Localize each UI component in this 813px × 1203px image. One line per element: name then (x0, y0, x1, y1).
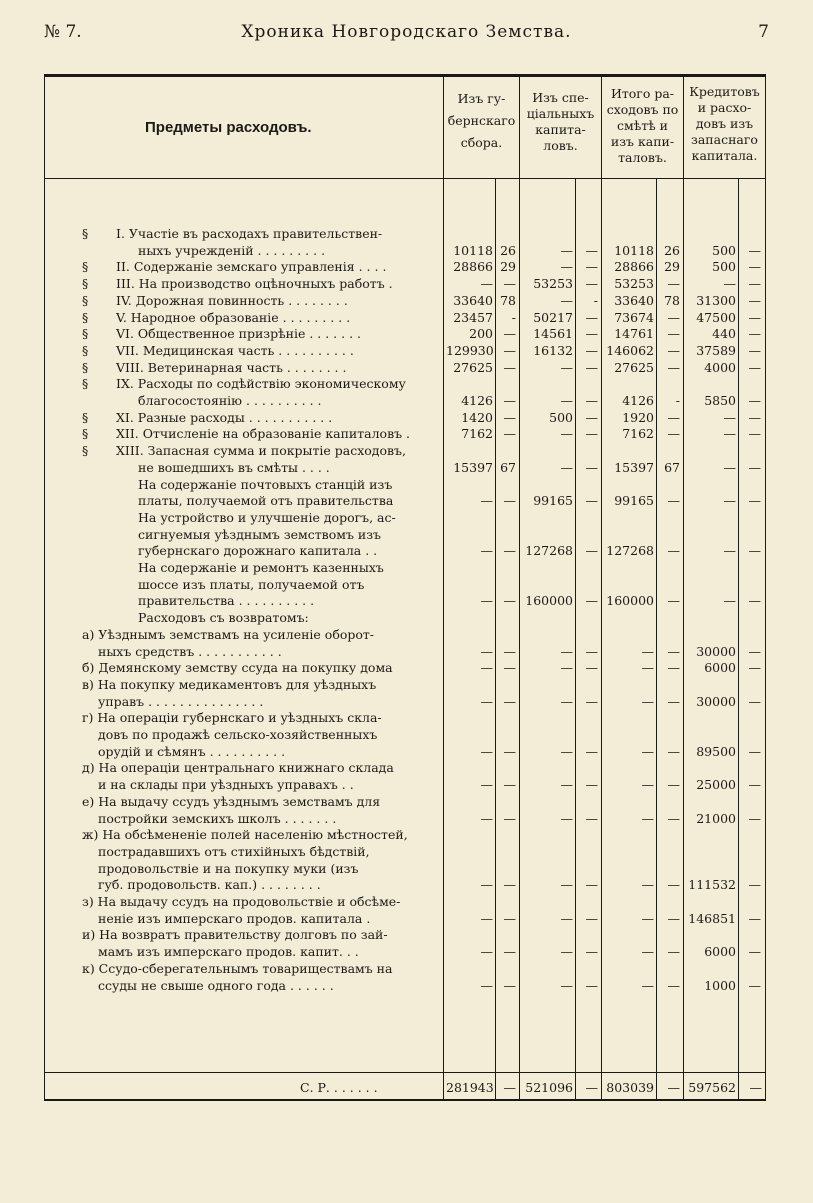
cell-prov-k: — (503, 326, 516, 342)
cell-res: 89500 (696, 743, 736, 759)
section-sign: § (82, 359, 89, 375)
row-label: сигнуемыя уѣзднымъ земствомъ изъ (138, 526, 381, 542)
cell-total-k: — (667, 409, 680, 425)
cell-prov: 33640 (453, 292, 493, 308)
cell-res-k: — (748, 259, 761, 275)
cell-prov: — (480, 543, 493, 559)
cell-res-k: — (748, 910, 761, 926)
cell-total: 14761 (614, 326, 654, 342)
cell-res-k: — (748, 977, 761, 993)
cell-total-k: 67 (664, 459, 680, 475)
row-label: XI. Разные расходы . . . . . . . . . . . (116, 409, 333, 425)
section-sign: § (82, 226, 89, 241)
cell-res-k: — (748, 643, 761, 659)
header-bottom-rule (44, 178, 766, 179)
cell-total-k: — (667, 643, 680, 659)
row-label: IV. Дорожная повинность . . . . . . . . (116, 292, 348, 308)
cell-spec: — (560, 393, 573, 408)
cell-total: 15397 (614, 459, 654, 475)
row-label: VIII. Ветеринарная часть . . . . . . . . (116, 359, 347, 375)
row-label: III. На производство оцѣночныхъ работъ . (116, 276, 393, 292)
column-header-reserve: Кредитовъ и расхо- довъ изъ запаснаго капитала. (689, 84, 760, 163)
cell-prov: 1420 (461, 409, 493, 425)
cell-prov-k: — (503, 977, 516, 993)
cell-spec: 53253 (533, 276, 573, 292)
cell-total-k: 78 (664, 292, 680, 308)
cell-total-k: — (667, 910, 680, 926)
cell-res: 500 (712, 259, 736, 275)
row-label: а) Уѣзднымъ земствамъ на усиленіе оборот- (82, 626, 375, 642)
row-label: е) На выдачу ссудъ уѣзднымъ земствамъ для (82, 793, 381, 809)
section-sign: § (82, 309, 89, 325)
row-label: орудій и сѣмянъ . . . . . . . . . . (98, 743, 286, 759)
cell-spec: — (560, 426, 573, 442)
cell-total-k: — (667, 693, 680, 709)
cell-prov-k: — (503, 342, 516, 358)
cell-prov: 27625 (453, 359, 493, 375)
row-label: На содержаніе почтовыхъ станцій изъ (138, 476, 393, 492)
cell-total-k: 29 (664, 259, 680, 275)
cell-total-k: — (667, 276, 680, 292)
cell-total: — (641, 910, 654, 926)
row-label: XIII. Запасная сумма и покрытіе расходовъ, (116, 443, 406, 459)
cell-prov-k: 29 (500, 259, 516, 275)
cell-prov: — (480, 877, 493, 893)
cell-spec: — (560, 944, 573, 960)
cell-spec: 16132 (533, 342, 573, 358)
total-row (0, 1074, 813, 1098)
total-label: С. Р. . . . . . . (300, 1080, 378, 1095)
cell-prov: — (480, 910, 493, 926)
cell-total: 146062 (606, 342, 654, 358)
row-label: Расходовъ съ возвратомъ: (138, 610, 309, 626)
row-label: V. Народное образованіе . . . . . . . . . (116, 309, 351, 325)
cell-res-k: — (748, 393, 761, 408)
row-label: шоссе изъ платы, получаемой отъ (138, 576, 365, 592)
cell-res-k: — (748, 242, 761, 258)
row-label: к) Ссудо-сберегательнымъ товариществамъ на (82, 960, 393, 976)
cell-prov: 23457 (453, 309, 493, 325)
cell-res-k: — (748, 276, 761, 292)
cell-res: 37589 (696, 342, 736, 358)
cell-total-k: — (667, 944, 680, 960)
cell-total: — (641, 693, 654, 709)
cell-res-k: — (748, 593, 761, 609)
cell-res: 25000 (696, 777, 736, 793)
cell-res-k: — (748, 743, 761, 759)
total-reserve-kop: — (749, 1080, 762, 1095)
cell-total: 99165 (614, 493, 654, 509)
cell-prov-k: 26 (500, 242, 516, 258)
table-row (0, 976, 813, 996)
cell-total-k: — (667, 977, 680, 993)
row-label: платы, получаемой отъ правительства (138, 493, 394, 509)
cell-spec-k: — (585, 910, 598, 926)
cell-prov: — (480, 810, 493, 826)
cell-spec-k: — (585, 459, 598, 475)
row-label: I. Участіе въ расходахъ правительствен- (116, 226, 383, 241)
cell-res: — (723, 276, 736, 292)
total-reserve: 597562 (688, 1080, 736, 1095)
page-number: 7 (758, 22, 769, 42)
row-label: VII. Медицинская часть . . . . . . . . . . (116, 342, 354, 358)
cell-spec-k: — (585, 743, 598, 759)
table-top-rule (44, 74, 766, 77)
cell-total-k: — (667, 359, 680, 375)
cell-spec-k: — (585, 543, 598, 559)
cell-spec: — (560, 810, 573, 826)
cell-res: 1000 (704, 977, 736, 993)
cell-total-k: — (667, 777, 680, 793)
cell-res-k: — (748, 309, 761, 325)
cell-spec-k: — (585, 426, 598, 442)
cell-prov-k: — (503, 426, 516, 442)
row-label: На устройство и улучшеніе дорогъ, ас- (138, 509, 396, 525)
cell-spec-k: - (593, 292, 598, 308)
cell-total: 1920 (622, 409, 654, 425)
cell-spec-k: — (585, 393, 598, 408)
cell-res-k: — (748, 326, 761, 342)
cell-total-k: - (675, 393, 680, 408)
cell-prov-k: — (503, 409, 516, 425)
cell-res: 6000 (704, 944, 736, 960)
cell-res-k: — (748, 693, 761, 709)
row-label: правительства . . . . . . . . . . (138, 593, 315, 609)
cell-res-k: — (748, 426, 761, 442)
cell-total: — (641, 810, 654, 826)
cell-spec: — (560, 693, 573, 709)
cell-prov-k: — (503, 910, 516, 926)
cell-res-k: — (748, 292, 761, 308)
cell-total: — (641, 743, 654, 759)
cell-prov-k: — (503, 944, 516, 960)
row-label: мамъ изъ имперскаго продов. капит. . . (98, 944, 359, 960)
cell-prov: 4126 (461, 393, 493, 408)
cell-total: 10118 (614, 242, 654, 258)
cell-spec: — (560, 777, 573, 793)
cell-spec: — (560, 977, 573, 993)
cell-spec-k: — (585, 977, 598, 993)
cell-prov-k: 67 (500, 459, 516, 475)
cell-res: — (723, 459, 736, 475)
section-sign: § (82, 376, 89, 392)
cell-total: 127268 (606, 543, 654, 559)
cell-spec: — (560, 660, 573, 676)
row-label: б) Демянскому земству ссуда на покупку дома (82, 660, 393, 676)
cell-res: 440 (712, 326, 736, 342)
journal-title: Хроника Новгородскаго Земства. (241, 22, 572, 42)
row-label: губ. продовольств. кап.) . . . . . . . . (98, 877, 321, 893)
cell-total: — (641, 877, 654, 893)
column-header-special: Изъ спе- ціальныхъ капита- ловъ. (526, 90, 595, 153)
cell-spec-k: — (585, 944, 598, 960)
cell-total-k: — (667, 743, 680, 759)
cell-spec-k: — (585, 810, 598, 826)
row-label: XII. Отчисленіе на образованіе капиталовъ . (116, 426, 411, 442)
total-provincial: 281943 (446, 1080, 494, 1095)
cell-spec: — (560, 743, 573, 759)
section-sign: § (82, 292, 89, 308)
cell-prov: 28866 (453, 259, 493, 275)
cell-prov-k: — (503, 543, 516, 559)
cell-prov: — (480, 743, 493, 759)
cell-total-k: — (667, 660, 680, 676)
total-special: 521096 (525, 1080, 573, 1095)
row-label: ж) На обсѣмененіе полей населенію мѣстностей, (82, 827, 408, 843)
cell-prov-k: — (503, 643, 516, 659)
cell-spec-k: — (585, 593, 598, 609)
cell-prov-k: — (503, 493, 516, 509)
row-label: VI. Общественное призрѣніе . . . . . . . (116, 326, 361, 342)
cell-prov: — (480, 643, 493, 659)
cell-spec-k: — (585, 660, 598, 676)
cell-spec: 50217 (533, 309, 573, 325)
cell-total: 160000 (606, 593, 654, 609)
cell-prov-k: — (503, 593, 516, 609)
row-label: управъ . . . . . . . . . . . . . . . (98, 693, 264, 709)
row-label: пострадавшихъ отъ стихійныхъ бѣдствій, (98, 843, 370, 859)
cell-res: 30000 (696, 693, 736, 709)
cell-prov: — (480, 777, 493, 793)
cell-spec-k: — (585, 259, 598, 275)
cell-total: 73674 (614, 309, 654, 325)
row-label: II. Содержаніе земскаго управленія . . . . (116, 259, 387, 275)
column-header-provincial: Изъ гу- бернскаго сбора. (447, 91, 516, 150)
section-sign: § (82, 259, 89, 275)
cell-total: — (641, 643, 654, 659)
cell-res: 111532 (688, 877, 736, 893)
cell-spec-k: — (585, 777, 598, 793)
cell-spec: — (560, 292, 573, 308)
cell-prov-k: — (503, 777, 516, 793)
subject-column-title: Предметы расходовъ. (145, 119, 312, 136)
cell-prov-k: — (503, 877, 516, 893)
cell-total: 53253 (614, 276, 654, 292)
row-label: IX. Расходы по содѣйствію экономическому (116, 376, 406, 392)
cell-spec-k: — (585, 877, 598, 893)
cell-spec-k: — (585, 276, 598, 292)
section-sign: § (82, 409, 89, 425)
row-label: довъ по продажѣ сельско-хозяйственныхъ (98, 727, 378, 742)
cell-spec-k: — (585, 493, 598, 509)
cell-spec: — (560, 877, 573, 893)
section-sign: § (82, 342, 89, 358)
cell-prov-k: — (503, 693, 516, 709)
cell-total: — (641, 777, 654, 793)
cell-res: 6000 (704, 660, 736, 676)
cell-total-k: — (667, 309, 680, 325)
cell-spec: 127268 (525, 543, 573, 559)
cell-res: 4000 (704, 359, 736, 375)
cell-total: 27625 (614, 359, 654, 375)
row-label: благосостоянію . . . . . . . . . . (138, 393, 322, 408)
cell-prov-k: — (503, 359, 516, 375)
cell-res-k: — (748, 777, 761, 793)
table-bottom-rule (44, 1099, 766, 1101)
cell-total-k: — (667, 426, 680, 442)
cell-res: — (723, 543, 736, 559)
row-label: д) На операціи центральнаго книжнаго склада (82, 760, 394, 776)
cell-spec: 14561 (533, 326, 573, 342)
section-sign: § (82, 443, 89, 459)
cell-spec: — (560, 459, 573, 475)
row-label: продовольствіе и на покупку муки (изъ (98, 860, 359, 876)
cell-spec-k: — (585, 359, 598, 375)
cell-spec: 160000 (525, 593, 573, 609)
cell-prov: 200 (469, 326, 493, 342)
cell-total: 28866 (614, 259, 654, 275)
cell-res: 21000 (696, 810, 736, 826)
running-header (44, 22, 769, 48)
total-sum-kop: — (667, 1080, 680, 1095)
row-label: На содержаніе и ремонтъ казенныхъ (138, 560, 384, 575)
cell-prov: — (480, 493, 493, 509)
row-label: и на склады при уѣздныхъ управахъ . . (98, 777, 354, 793)
row-label: постройки земскихъ школъ . . . . . . . (98, 810, 337, 826)
cell-prov-k: — (503, 276, 516, 292)
section-sign: § (82, 276, 89, 292)
row-label: губернскаго дорожнаго капитала . . (138, 543, 378, 559)
cell-res: 5850 (704, 393, 736, 408)
cell-prov: — (480, 977, 493, 993)
cell-total-k: — (667, 342, 680, 358)
cell-total: 4126 (622, 393, 654, 408)
cell-res: 47500 (696, 309, 736, 325)
cell-prov-k: — (503, 810, 516, 826)
cell-prov: 10118 (453, 242, 493, 258)
cell-prov: — (480, 693, 493, 709)
cell-prov: 129930 (446, 342, 494, 358)
cell-prov-k: — (503, 393, 516, 408)
cell-spec: — (560, 910, 573, 926)
cell-res: — (723, 426, 736, 442)
cell-res-k: — (748, 660, 761, 676)
column-header-total: Итого ра- сходовъ по смѣтѣ и изъ капи- таловъ. (606, 86, 679, 165)
cell-total: — (641, 977, 654, 993)
cell-prov-k: — (503, 743, 516, 759)
cell-res-k: — (748, 493, 761, 509)
cell-res-k: — (748, 359, 761, 375)
cell-res-k: — (748, 877, 761, 893)
cell-prov: — (480, 276, 493, 292)
cell-res: — (723, 593, 736, 609)
section-sign: § (82, 426, 89, 442)
cell-res-k: — (748, 810, 761, 826)
cell-total-k: — (667, 593, 680, 609)
cell-total-k: — (667, 877, 680, 893)
row-label: не вошедшихъ въ смѣты . . . . (138, 459, 330, 475)
cell-total-k: — (667, 810, 680, 826)
cell-spec: 99165 (533, 493, 573, 509)
cell-spec-k: — (585, 309, 598, 325)
cell-prov: 15397 (453, 459, 493, 475)
cell-total-k: — (667, 326, 680, 342)
row-label: ссуды не свыше одного года . . . . . . (98, 977, 334, 993)
cell-total-k: — (667, 493, 680, 509)
cell-res-k: — (748, 944, 761, 960)
cell-total-k: — (667, 543, 680, 559)
cell-res-k: — (748, 459, 761, 475)
cell-total: — (641, 944, 654, 960)
cell-spec-k: — (585, 326, 598, 342)
cell-prov-k: - (511, 309, 516, 325)
cell-res: 500 (712, 242, 736, 258)
cell-prov-k: 78 (500, 292, 516, 308)
cell-spec-k: — (585, 409, 598, 425)
row-label: з) На выдачу ссудъ на продовольствіе и обсѣме- (82, 894, 401, 909)
row-label: и) На возвратъ правительству долговъ по зай- (82, 927, 388, 943)
row-label: г) На операціи губернскаго и уѣздныхъ скла- (82, 710, 382, 726)
issue-number: № 7. (44, 22, 82, 42)
cell-prov: 7162 (461, 426, 493, 442)
cell-res: 146851 (688, 910, 736, 926)
cell-spec-k: — (585, 693, 598, 709)
cell-res: — (723, 409, 736, 425)
cell-res-k: — (748, 543, 761, 559)
cell-res-k: — (748, 342, 761, 358)
cell-prov: — (480, 593, 493, 609)
cell-total: 7162 (622, 426, 654, 442)
cell-spec: — (560, 259, 573, 275)
row-label: ныхъ учрежденій . . . . . . . . . (138, 242, 326, 258)
cell-total: — (641, 660, 654, 676)
row-label: ныхъ средствъ . . . . . . . . . . . (98, 643, 282, 659)
cell-spec-k: — (585, 643, 598, 659)
cell-spec: — (560, 242, 573, 258)
cell-spec-k: — (585, 242, 598, 258)
cell-spec: — (560, 359, 573, 375)
total-provincial-kop: — (503, 1080, 516, 1095)
row-label: в) На покупку медикаментовъ для уѣздныхъ (82, 676, 377, 692)
cell-res: 30000 (696, 643, 736, 659)
total-special-kop: — (585, 1080, 598, 1095)
cell-res: — (723, 493, 736, 509)
cell-res-k: — (748, 409, 761, 425)
cell-res: 31300 (696, 292, 736, 308)
cell-prov: — (480, 944, 493, 960)
cell-spec: — (560, 643, 573, 659)
cell-total: 33640 (614, 292, 654, 308)
total-top-rule (44, 1072, 766, 1073)
cell-total-k: 26 (664, 242, 680, 258)
cell-spec-k: — (585, 342, 598, 358)
cell-prov-k: — (503, 660, 516, 676)
cell-spec: 500 (549, 409, 573, 425)
row-label: неніе изъ имперскаго продов. капитала . (98, 910, 371, 926)
cell-prov: — (480, 660, 493, 676)
section-sign: § (82, 326, 89, 342)
total-sum: 803039 (606, 1080, 654, 1095)
